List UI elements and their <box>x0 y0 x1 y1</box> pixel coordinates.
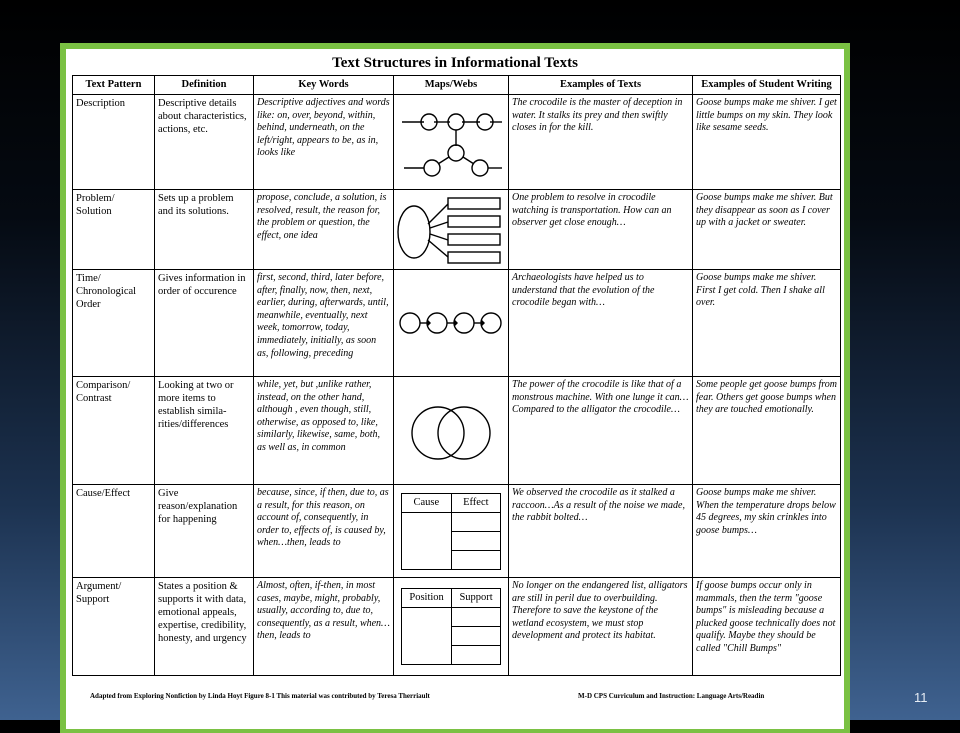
maps-webs-cell <box>394 270 509 377</box>
key-words-cell: propose, conclude, a solution, is resolved, result, the reason for, the problem or question, the effect, one idea <box>254 190 394 270</box>
support-label: Support <box>452 589 501 608</box>
student-example-cell: Goose bumps make me shiver. First I get cold. Then I shake all over. <box>693 270 841 377</box>
text-pattern-cell: Description <box>73 95 155 190</box>
position-support-chart-icon <box>401 588 501 665</box>
definition-cell: States a position & supports it with data, emotional appeals, expertise, credibility, honesty, and urgency <box>155 578 254 676</box>
maps-webs-cell <box>394 95 509 190</box>
header-definition: Definition <box>155 76 254 95</box>
key-words-cell: Almost, often, if-then, in most cases, maybe, might, probably, usually, according to, due to, consequently, as a result, when…then, leads to <box>254 578 394 676</box>
text-pattern-cell: Cause/Effect <box>73 485 155 578</box>
timeline-chain-icon <box>396 303 506 343</box>
definition-cell: Descriptive details about characteristics, actions, etc. <box>155 95 254 190</box>
footer-curriculum: M-D CPS Curriculum and Instruction: Language Arts/Readin <box>578 692 765 700</box>
venn-diagram-icon <box>396 395 506 467</box>
header-student-writing: Examples of Student Writing <box>693 76 841 95</box>
definition-cell: Give reason/explanation for happening <box>155 485 254 578</box>
text-pattern-cell: Comparison/ Contrast <box>73 377 155 485</box>
text-example-cell: We observed the crocodile as it stalked a raccoon…As a result of the noise we made, the rabbit bolted… <box>509 485 693 578</box>
definition-cell: Gives information in order of occurence <box>155 270 254 377</box>
student-example-cell: Goose bumps make me shiver. I get little bumps on my skin. They look like sesame seeds. <box>693 95 841 190</box>
student-example-cell: Some people get goose bumps from fear. Others get goose bumps when they are touched emotionally. <box>693 377 841 485</box>
text-example-cell: The crocodile is the master of deception in water. It stalks its prey and then swiftly closes in for the kill. <box>509 95 693 190</box>
footer-attribution: Adapted from Exploring Nonfiction by Linda Hoyt Figure 8-1 This material was contributed by Teresa Therriault <box>90 692 430 700</box>
header-examples-of-texts: Examples of Texts <box>509 76 693 95</box>
header-text-pattern: Text Pattern <box>73 76 155 95</box>
student-example-cell: Goose bumps make me shiver. But they disappear as soon as I cover up with a jacket or sweater. <box>693 190 841 270</box>
maps-webs-cell <box>394 190 509 270</box>
student-example-cell: Goose bumps make me shiver. When the temperature drops below 45 degrees, my skin crinkles into goose bumps… <box>693 485 841 578</box>
maps-webs-cell <box>394 485 509 578</box>
text-pattern-cell: Problem/ Solution <box>73 190 155 270</box>
student-example-cell: If goose bumps occur only in mammals, then the term "goose bumps" is misleading because a plucked goose technically does not qualify. Maybe they should be called "Chill Bumps" <box>693 578 841 676</box>
key-words-cell: Descriptive adjectives and words like: on, over, beyond, within, behind, underneath, on the left/right, appears to be, as in, looks like <box>254 95 394 190</box>
text-structures-table <box>72 75 841 676</box>
table-row <box>73 190 841 270</box>
table-row <box>73 270 841 377</box>
maps-webs-cell <box>394 377 509 485</box>
position-label: Position <box>402 589 452 608</box>
effect-label: Effect <box>451 493 500 512</box>
header-key-words: Key Words <box>254 76 394 95</box>
key-words-cell: first, second, third, later before, after, finally, now, then, next, earlier, during, afterwards, until, meanwhile, eventually, next week, tomorrow, today, immediately, initially, as soon as, following, preceding <box>254 270 394 377</box>
table-row <box>73 578 841 676</box>
cause-label: Cause <box>402 493 452 512</box>
table-row <box>73 485 841 578</box>
definition-cell: Sets up a problem and its solutions. <box>155 190 254 270</box>
key-words-cell: while, yet, but ,unlike rather, instead, on the other hand, although , even though, still, otherwise, as opposed to, like, similarly, likewise, same, both, as well as, in common <box>254 377 394 485</box>
maps-webs-cell <box>394 578 509 676</box>
text-pattern-cell: Time/ Chronological Order <box>73 270 155 377</box>
header-maps-webs: Maps/Webs <box>394 76 509 95</box>
table-header-row <box>73 76 841 95</box>
slide-page-number: 11 <box>914 690 928 705</box>
web-diagram-icon <box>396 102 506 182</box>
text-example-cell: No longer on the endangered list, alligators are still in peril due to overbuilding. Therefore to save the keystone of the wetland ecosystem, we must stop development and protect its habitat. <box>509 578 693 676</box>
table-row <box>73 377 841 485</box>
handout-sheet <box>66 49 844 729</box>
text-example-cell: Archaeologists have helped us to understand that the evolution of the crocodile began with… <box>509 270 693 377</box>
cause-effect-chart-icon <box>401 493 501 570</box>
key-words-cell: because, since, if then, due to, as a result, for this reason, on account of, consequently, in order to, effects of, is caused by, when…then, leads to <box>254 485 394 578</box>
page-title: Text Structures in Informational Texts <box>332 55 578 71</box>
text-pattern-cell: Argument/ Support <box>73 578 155 676</box>
text-example-cell: One problem to resolve in crocodile watching is transportation. How can an observer get close enough… <box>509 190 693 270</box>
definition-cell: Looking at two or more items to establish simila- rities/differences <box>155 377 254 485</box>
table-row <box>73 95 841 190</box>
text-example-cell: The power of the crocodile is like that of a monstrous machine. With one lunge it can…Compared to the alligator the crocodile… <box>509 377 693 485</box>
problem-solution-diagram-icon <box>396 194 506 266</box>
